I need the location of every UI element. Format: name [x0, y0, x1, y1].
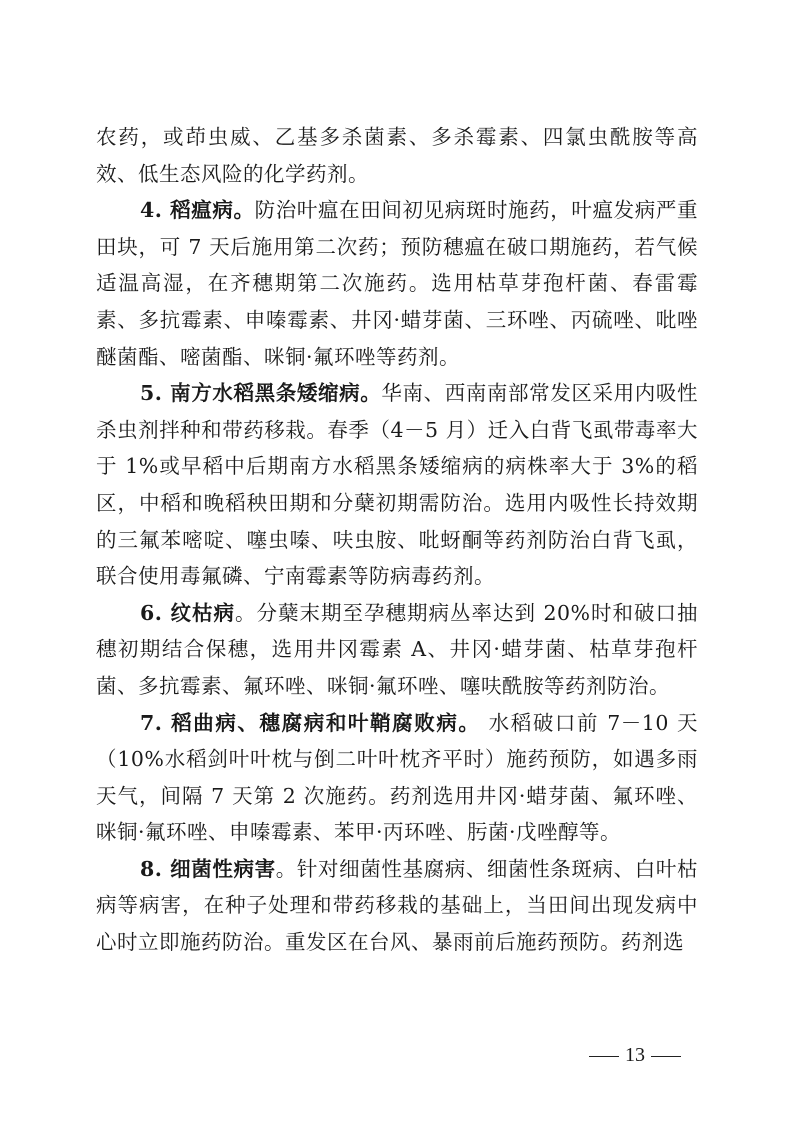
section-heading-southern-black-streaked-dwarf: 5. 南方水稻黑条矮缩病。: [140, 381, 382, 406]
paragraph-false-smut: [96, 705, 698, 851]
footer-dash-left: [589, 1056, 619, 1057]
section-heading-rice-blast: 4. 稻瘟病。: [140, 198, 255, 223]
paragraph-southern-black-streaked-dwarf: [96, 375, 698, 595]
paragraph-pesticide-continuation: [96, 119, 698, 192]
paragraph-text: 。针对细菌性基腐病、细菌性条斑病、白叶枯病等病害，在种子处理和带药移栽的基础上，当田间出现发病中心时立即施药防治。重发区在台风、暴雨前后施药预防。药剂选: [96, 856, 698, 955]
section-heading-false-smut: 7. 稻曲病、穗腐病和叶鞘腐败病。: [140, 710, 481, 735]
section-heading-sheath-blight: 6. 纹枯病: [140, 600, 236, 625]
paragraph-rice-blast: [96, 192, 698, 375]
section-heading-bacterial-diseases: 8. 细菌性病害: [140, 856, 276, 881]
paragraph-text: 。分蘖末期至孕穗期病丛率达到 20%时和破口抽穗初期结合保穗，选用井冈霉素 A、井冈·蜡芽菌、枯草芽孢杆菌、多抗霉素、氟环唑、咪铜·氟环唑、噻呋酰胺等药剂防治。: [96, 600, 698, 698]
page-number: 13: [625, 1044, 645, 1066]
page-footer: [583, 1043, 687, 1067]
paragraph-bacterial-diseases: [96, 851, 698, 961]
footer-dash-right: [651, 1056, 681, 1057]
document-body: [96, 119, 698, 961]
paragraph-text: 农药，或茚虫威、乙基多杀菌素、多杀霉素、四氯虫酰胺等高效、低生态风险的化学药剂。: [96, 125, 698, 186]
paragraph-text: 防治叶瘟在田间初见病斑时施药，叶瘟发病严重田块，可 7 天后施用第二次药；预防穗瘟在破口期施药，若气候适温高湿，在齐穗期第二次施药。选用枯草芽孢杆菌、春雷霉素、多抗霉素、申嗪霉素、井冈·蜡芽菌、三环唑、丙硫唑、吡唑醚菌酯、嘧菌酯、咪铜·氟环唑等药剂。: [96, 198, 699, 369]
paragraph-sheath-blight: [96, 595, 698, 705]
paragraph-text: 水稻破口前 7－10 天（10%水稻剑叶叶枕与倒二叶叶枕齐平时）施药预防，如遇多雨天气，间隔 7 天第 2 次施药。药剂选用井冈·蜡芽菌、氟环唑、咪铜·氟环唑、申嗪霉素、苯甲·丙环唑、肟菌·戊唑醇等。: [96, 710, 698, 845]
paragraph-text: 华南、西南南部常发区采用内吸性杀虫剂拌种和带药移栽。春季（4－5 月）迁入白背飞虱带毒率大于 1%或早稻中后期南方水稻黑条矮缩病的病株率大于 3%的稻区，中稻和晚稻秧田期和分蘖初期需防治。选用内吸性长持效期的三氟苯嘧啶、噻虫嗪、呋虫胺、吡蚜酮等药剂防治白背飞虱，联合使用毒氟磷、宁南霉素等防病毒药剂。: [96, 381, 698, 589]
